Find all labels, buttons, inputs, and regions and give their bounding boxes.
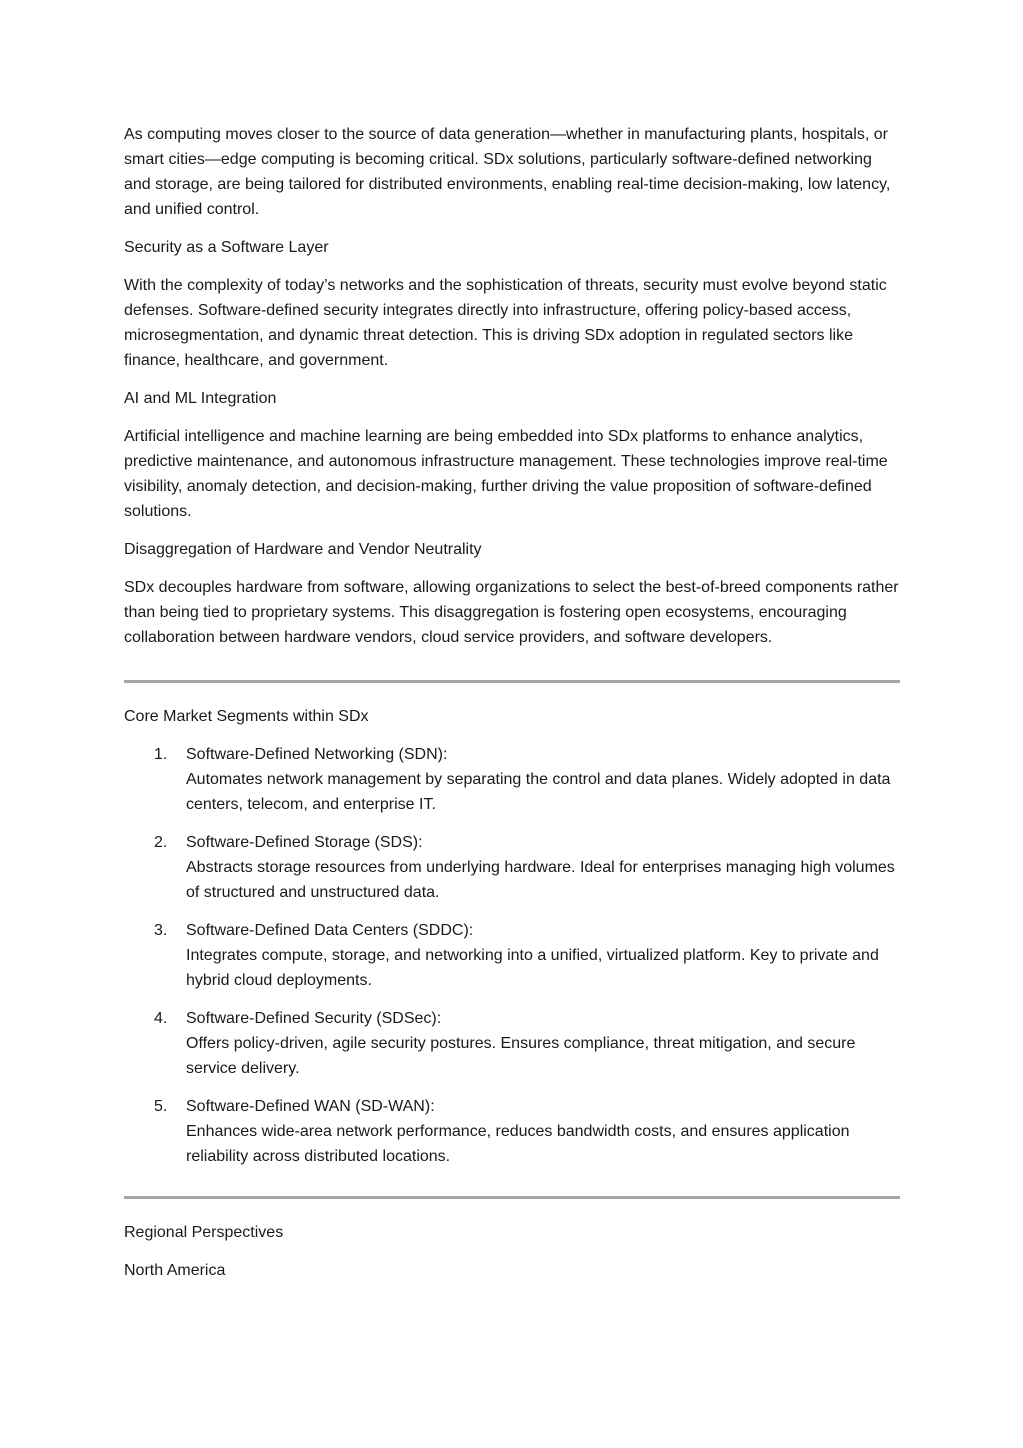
- list-item: [124, 918, 900, 993]
- list-item: [124, 1006, 900, 1081]
- list-item-title: Software-Defined Security (SDSec):: [186, 1010, 442, 1027]
- intro-paragraph: As computing moves closer to the source of data generation—whether in manufacturing plants, hospitals, or smart cities—edge computing is becoming critical. SDx solutions, particularly software-defined networking and storage, are being tailored for distributed environments, enabling real-time decision-making, low latency, and unified control.: [124, 126, 891, 218]
- list-item-number: 2.: [154, 834, 168, 851]
- section-body-security: With the complexity of today’s networks and the sophistication of threats, security must evolve beyond static defenses. Software-defined security integrates directly into infrastructure, offering policy-based access, microsegmentation, and dynamic threat detection. This is driving SDx adoption in regulated sectors like finance, healthcare, and government.: [124, 277, 887, 369]
- section-heading-disaggregation: Disaggregation of Hardware and Vendor Neutrality: [124, 541, 482, 558]
- list-item-number: 3.: [154, 922, 168, 939]
- list-item-number: 1.: [154, 746, 168, 763]
- list-item-description: Integrates compute, storage, and networking into a unified, virtualized platform. Key to private and hybrid cloud deployments.: [186, 947, 879, 989]
- list-item-description: Enhances wide-area network performance, reduces bandwidth costs, and ensures application reliability across distributed locations.: [186, 1123, 850, 1165]
- list-item: [124, 830, 900, 905]
- section-heading-ai-ml: AI and ML Integration: [124, 390, 277, 407]
- regional-subheading: North America: [124, 1262, 226, 1279]
- segments-list: [124, 742, 900, 1169]
- list-item-description: Automates network management by separating the control and data planes. Widely adopted in data centers, telecom, and enterprise IT.: [186, 771, 891, 813]
- horizontal-divider: [124, 1196, 900, 1199]
- list-item: [124, 1094, 900, 1169]
- horizontal-divider: [124, 680, 900, 683]
- list-item: [124, 742, 900, 817]
- list-item-title: Software-Defined WAN (SD-WAN):: [186, 1098, 435, 1115]
- list-item-description: Offers policy-driven, agile security postures. Ensures compliance, threat mitigation, and secure service delivery.: [186, 1035, 856, 1077]
- list-item-number: 5.: [154, 1098, 168, 1115]
- list-item-number: 4.: [154, 1010, 168, 1027]
- list-item-title: Software-Defined Networking (SDN):: [186, 746, 448, 763]
- section-body-ai-ml: Artificial intelligence and machine learning are being embedded into SDx platforms to enhance analytics, predictive maintenance, and autonomous infrastructure management. These technologies improve real-time visibility, anomaly detection, and decision-making, further driving the value proposition of software-defined solutions.: [124, 428, 888, 520]
- document-page: [124, 122, 900, 1296]
- section-body-disaggregation: SDx decouples hardware from software, allowing organizations to select the best-of-breed components rather than being tied to proprietary systems. This disaggregation is fostering open ecosystems, encouraging collaboration between hardware vendors, cloud service providers, and software developers.: [124, 579, 899, 646]
- list-item-title: Software-Defined Data Centers (SDDC):: [186, 922, 474, 939]
- regional-heading: Regional Perspectives: [124, 1224, 284, 1241]
- list-item-description: Abstracts storage resources from underlying hardware. Ideal for enterprises managing high volumes of structured and unstructured data.: [186, 859, 895, 901]
- segments-heading: Core Market Segments within SDx: [124, 708, 369, 725]
- list-item-title: Software-Defined Storage (SDS):: [186, 834, 423, 851]
- section-heading-security: Security as a Software Layer: [124, 239, 329, 256]
